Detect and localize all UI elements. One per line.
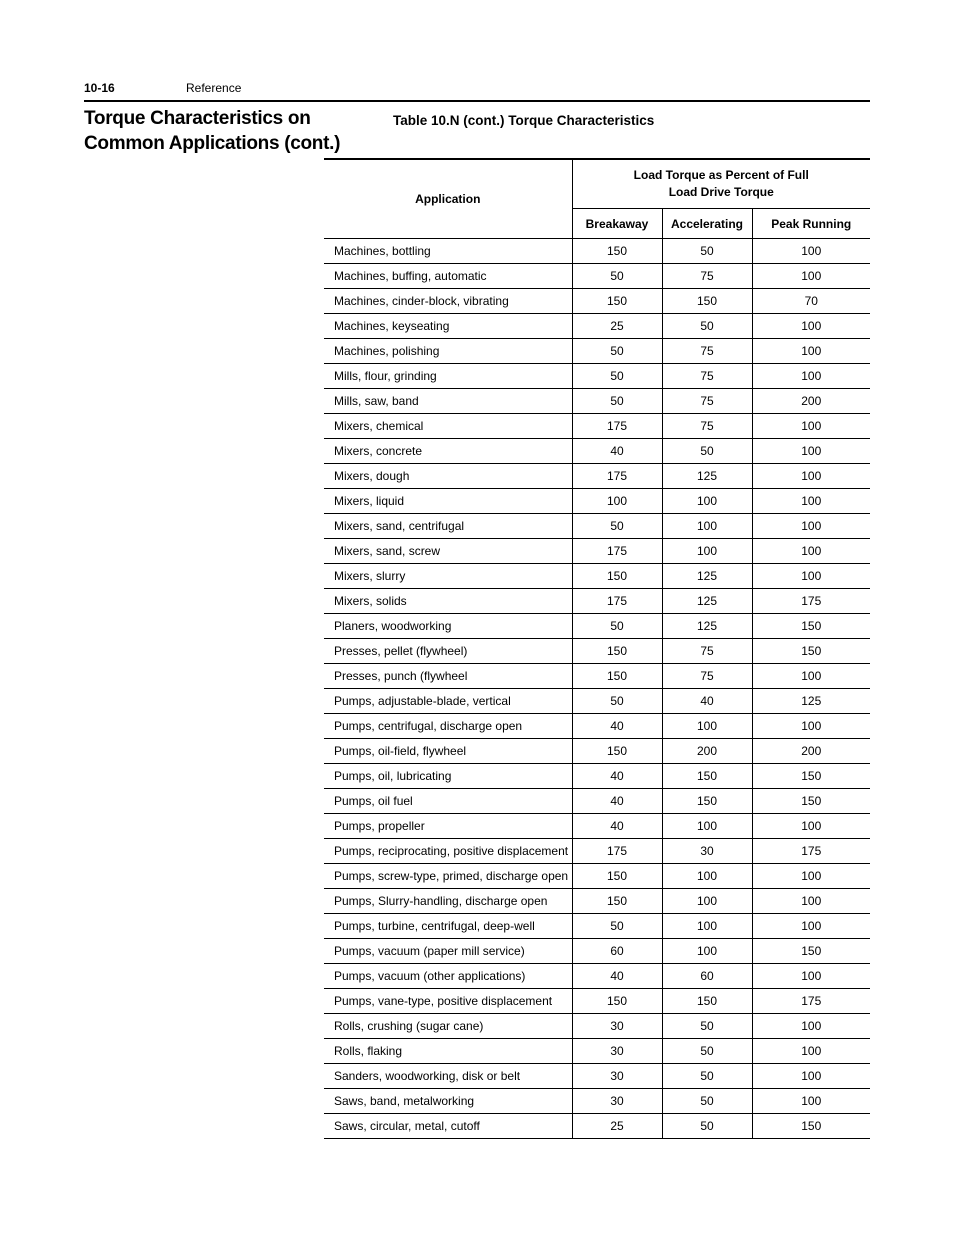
cell-accelerating: 100	[662, 939, 752, 964]
table-row	[324, 1039, 870, 1064]
cell-peak-running: 100	[752, 264, 870, 289]
cell-peak-running: 100	[752, 339, 870, 364]
cell-breakaway: 150	[572, 989, 662, 1014]
cell-breakaway: 50	[572, 389, 662, 414]
cell-breakaway: 25	[572, 314, 662, 339]
cell-application: Rolls, crushing (sugar cane)	[324, 1014, 572, 1039]
cell-peak-running: 100	[752, 914, 870, 939]
table-row	[324, 1089, 870, 1114]
cell-peak-running: 150	[752, 639, 870, 664]
cell-peak-running: 150	[752, 789, 870, 814]
cell-peak-running: 150	[752, 764, 870, 789]
table-caption: Table 10.N (cont.) Torque Characteristics	[393, 113, 655, 128]
cell-accelerating: 75	[662, 639, 752, 664]
cell-breakaway: 25	[572, 1114, 662, 1139]
cell-application: Mixers, chemical	[324, 414, 572, 439]
cell-peak-running: 100	[752, 714, 870, 739]
table-row	[324, 589, 870, 614]
table-row	[324, 464, 870, 489]
cell-peak-running: 200	[752, 389, 870, 414]
cell-peak-running: 150	[752, 1114, 870, 1139]
cell-peak-running: 100	[752, 464, 870, 489]
cell-application: Sanders, woodworking, disk or belt	[324, 1064, 572, 1089]
cell-peak-running: 100	[752, 414, 870, 439]
cell-peak-running: 100	[752, 664, 870, 689]
column-header-application: Application	[324, 159, 572, 239]
cell-breakaway: 150	[572, 864, 662, 889]
cell-peak-running: 125	[752, 689, 870, 714]
cell-accelerating: 125	[662, 589, 752, 614]
cell-application: Mills, flour, grinding	[324, 364, 572, 389]
table-row	[324, 789, 870, 814]
cell-application: Mixers, concrete	[324, 439, 572, 464]
cell-peak-running: 175	[752, 839, 870, 864]
column-header-accelerating: Accelerating	[662, 209, 752, 239]
page-title	[84, 106, 341, 156]
cell-application: Pumps, centrifugal, discharge open	[324, 714, 572, 739]
cell-application: Pumps, screw-type, primed, discharge open	[324, 864, 572, 889]
cell-accelerating: 50	[662, 314, 752, 339]
cell-application: Pumps, adjustable-blade, vertical	[324, 689, 572, 714]
cell-application: Machines, polishing	[324, 339, 572, 364]
cell-application: Mixers, dough	[324, 464, 572, 489]
cell-application: Pumps, Slurry-handling, discharge open	[324, 889, 572, 914]
cell-application: Pumps, oil-field, flywheel	[324, 739, 572, 764]
cell-accelerating: 100	[662, 864, 752, 889]
cell-peak-running: 175	[752, 589, 870, 614]
cell-accelerating: 40	[662, 689, 752, 714]
cell-breakaway: 50	[572, 264, 662, 289]
cell-application: Pumps, propeller	[324, 814, 572, 839]
cell-accelerating: 125	[662, 564, 752, 589]
cell-peak-running: 100	[752, 864, 870, 889]
table-row	[324, 439, 870, 464]
table-row	[324, 539, 870, 564]
cell-peak-running: 100	[752, 1039, 870, 1064]
cell-application: Presses, pellet (flywheel)	[324, 639, 572, 664]
cell-breakaway: 175	[572, 414, 662, 439]
table-row	[324, 314, 870, 339]
table-row	[324, 1064, 870, 1089]
table-row	[324, 714, 870, 739]
cell-application: Pumps, oil, lubricating	[324, 764, 572, 789]
table-row	[324, 814, 870, 839]
cell-breakaway: 40	[572, 714, 662, 739]
table-row	[324, 689, 870, 714]
table-row	[324, 364, 870, 389]
cell-peak-running: 100	[752, 1064, 870, 1089]
cell-accelerating: 50	[662, 439, 752, 464]
cell-accelerating: 150	[662, 789, 752, 814]
cell-breakaway: 175	[572, 589, 662, 614]
cell-accelerating: 125	[662, 464, 752, 489]
section-name: Reference	[186, 81, 242, 95]
cell-application: Mixers, liquid	[324, 489, 572, 514]
column-group-header	[572, 159, 870, 209]
table-row	[324, 989, 870, 1014]
cell-breakaway: 50	[572, 914, 662, 939]
cell-accelerating: 75	[662, 364, 752, 389]
cell-breakaway: 150	[572, 239, 662, 264]
cell-peak-running: 100	[752, 1014, 870, 1039]
cell-breakaway: 150	[572, 739, 662, 764]
table-row	[324, 239, 870, 264]
torque-table	[324, 158, 870, 1139]
cell-application: Machines, buffing, automatic	[324, 264, 572, 289]
cell-breakaway: 30	[572, 1014, 662, 1039]
cell-peak-running: 150	[752, 614, 870, 639]
cell-application: Mixers, slurry	[324, 564, 572, 589]
cell-accelerating: 50	[662, 1014, 752, 1039]
cell-breakaway: 100	[572, 489, 662, 514]
cell-accelerating: 60	[662, 964, 752, 989]
cell-accelerating: 150	[662, 989, 752, 1014]
cell-breakaway: 40	[572, 814, 662, 839]
cell-accelerating: 30	[662, 839, 752, 864]
cell-application: Presses, punch (flywheel	[324, 664, 572, 689]
running-header	[84, 80, 870, 102]
cell-peak-running: 100	[752, 489, 870, 514]
cell-application: Pumps, oil fuel	[324, 789, 572, 814]
cell-peak-running: 100	[752, 364, 870, 389]
table-row	[324, 264, 870, 289]
cell-accelerating: 50	[662, 1039, 752, 1064]
cell-application: Saws, circular, metal, cutoff	[324, 1114, 572, 1139]
cell-breakaway: 150	[572, 289, 662, 314]
cell-application: Mixers, sand, centrifugal	[324, 514, 572, 539]
cell-application: Pumps, turbine, centrifugal, deep-well	[324, 914, 572, 939]
cell-breakaway: 50	[572, 614, 662, 639]
cell-breakaway: 40	[572, 764, 662, 789]
table-row	[324, 1114, 870, 1139]
cell-application: Pumps, reciprocating, positive displacement	[324, 839, 572, 864]
table-row	[324, 514, 870, 539]
cell-accelerating: 125	[662, 614, 752, 639]
table-row	[324, 864, 870, 889]
cell-application: Planers, woodworking	[324, 614, 572, 639]
cell-accelerating: 150	[662, 289, 752, 314]
cell-breakaway: 150	[572, 664, 662, 689]
cell-application: Pumps, vane-type, positive displacement	[324, 989, 572, 1014]
cell-peak-running: 100	[752, 564, 870, 589]
table-row	[324, 389, 870, 414]
table-row	[324, 914, 870, 939]
table-row	[324, 639, 870, 664]
cell-accelerating: 100	[662, 714, 752, 739]
cell-application: Pumps, vacuum (paper mill service)	[324, 939, 572, 964]
cell-breakaway: 30	[572, 1039, 662, 1064]
cell-peak-running: 100	[752, 539, 870, 564]
cell-breakaway: 40	[572, 964, 662, 989]
table-row	[324, 289, 870, 314]
cell-application: Mixers, solids	[324, 589, 572, 614]
cell-application: Mills, saw, band	[324, 389, 572, 414]
cell-breakaway: 60	[572, 939, 662, 964]
cell-application: Machines, bottling	[324, 239, 572, 264]
table-row	[324, 889, 870, 914]
cell-application: Machines, keyseating	[324, 314, 572, 339]
cell-accelerating: 75	[662, 664, 752, 689]
page-title-line-2: Common Applications (cont.)	[84, 133, 341, 154]
cell-peak-running: 70	[752, 289, 870, 314]
page-title-line-1: Torque Characteristics on	[84, 108, 311, 129]
cell-peak-running: 100	[752, 814, 870, 839]
cell-accelerating: 100	[662, 814, 752, 839]
cell-application: Rolls, flaking	[324, 1039, 572, 1064]
cell-application: Pumps, vacuum (other applications)	[324, 964, 572, 989]
cell-breakaway: 150	[572, 889, 662, 914]
cell-breakaway: 40	[572, 789, 662, 814]
column-header-breakaway: Breakaway	[572, 209, 662, 239]
cell-accelerating: 50	[662, 1114, 752, 1139]
table-header-row-1	[324, 159, 870, 209]
cell-accelerating: 75	[662, 339, 752, 364]
cell-breakaway: 175	[572, 839, 662, 864]
table-row	[324, 964, 870, 989]
cell-breakaway: 175	[572, 464, 662, 489]
cell-application: Saws, band, metalworking	[324, 1089, 572, 1114]
column-group-header-line-2: Load Drive Torque	[668, 185, 774, 199]
table-row	[324, 664, 870, 689]
page-number: 10-16	[84, 81, 115, 95]
cell-breakaway: 40	[572, 439, 662, 464]
cell-peak-running: 100	[752, 514, 870, 539]
cell-breakaway: 175	[572, 539, 662, 564]
cell-accelerating: 100	[662, 539, 752, 564]
cell-breakaway: 150	[572, 564, 662, 589]
cell-accelerating: 50	[662, 239, 752, 264]
cell-application: Mixers, sand, screw	[324, 539, 572, 564]
table-body	[324, 239, 870, 1139]
cell-accelerating: 100	[662, 889, 752, 914]
table-row	[324, 839, 870, 864]
cell-peak-running: 150	[752, 939, 870, 964]
cell-peak-running: 100	[752, 239, 870, 264]
cell-accelerating: 50	[662, 1089, 752, 1114]
table-row	[324, 764, 870, 789]
cell-peak-running: 100	[752, 439, 870, 464]
cell-accelerating: 100	[662, 489, 752, 514]
table-row	[324, 739, 870, 764]
cell-peak-running: 100	[752, 964, 870, 989]
table-row	[324, 564, 870, 589]
cell-breakaway: 50	[572, 339, 662, 364]
column-group-header-line-1: Load Torque as Percent of Full	[633, 168, 809, 182]
table-row	[324, 339, 870, 364]
cell-accelerating: 75	[662, 264, 752, 289]
table-row	[324, 489, 870, 514]
cell-peak-running: 100	[752, 314, 870, 339]
cell-breakaway: 50	[572, 689, 662, 714]
cell-accelerating: 100	[662, 514, 752, 539]
column-header-peak-running: Peak Running	[752, 209, 870, 239]
cell-accelerating: 75	[662, 389, 752, 414]
cell-peak-running: 200	[752, 739, 870, 764]
cell-breakaway: 150	[572, 639, 662, 664]
cell-breakaway: 50	[572, 364, 662, 389]
cell-application: Machines, cinder-block, vibrating	[324, 289, 572, 314]
cell-peak-running: 100	[752, 1089, 870, 1114]
cell-accelerating: 150	[662, 764, 752, 789]
cell-accelerating: 75	[662, 414, 752, 439]
cell-accelerating: 200	[662, 739, 752, 764]
cell-peak-running: 175	[752, 989, 870, 1014]
table-row	[324, 414, 870, 439]
cell-breakaway: 50	[572, 514, 662, 539]
cell-peak-running: 100	[752, 889, 870, 914]
table-row	[324, 614, 870, 639]
cell-breakaway: 30	[572, 1064, 662, 1089]
table-row	[324, 1014, 870, 1039]
cell-breakaway: 30	[572, 1089, 662, 1114]
cell-accelerating: 50	[662, 1064, 752, 1089]
table-row	[324, 939, 870, 964]
cell-accelerating: 100	[662, 914, 752, 939]
